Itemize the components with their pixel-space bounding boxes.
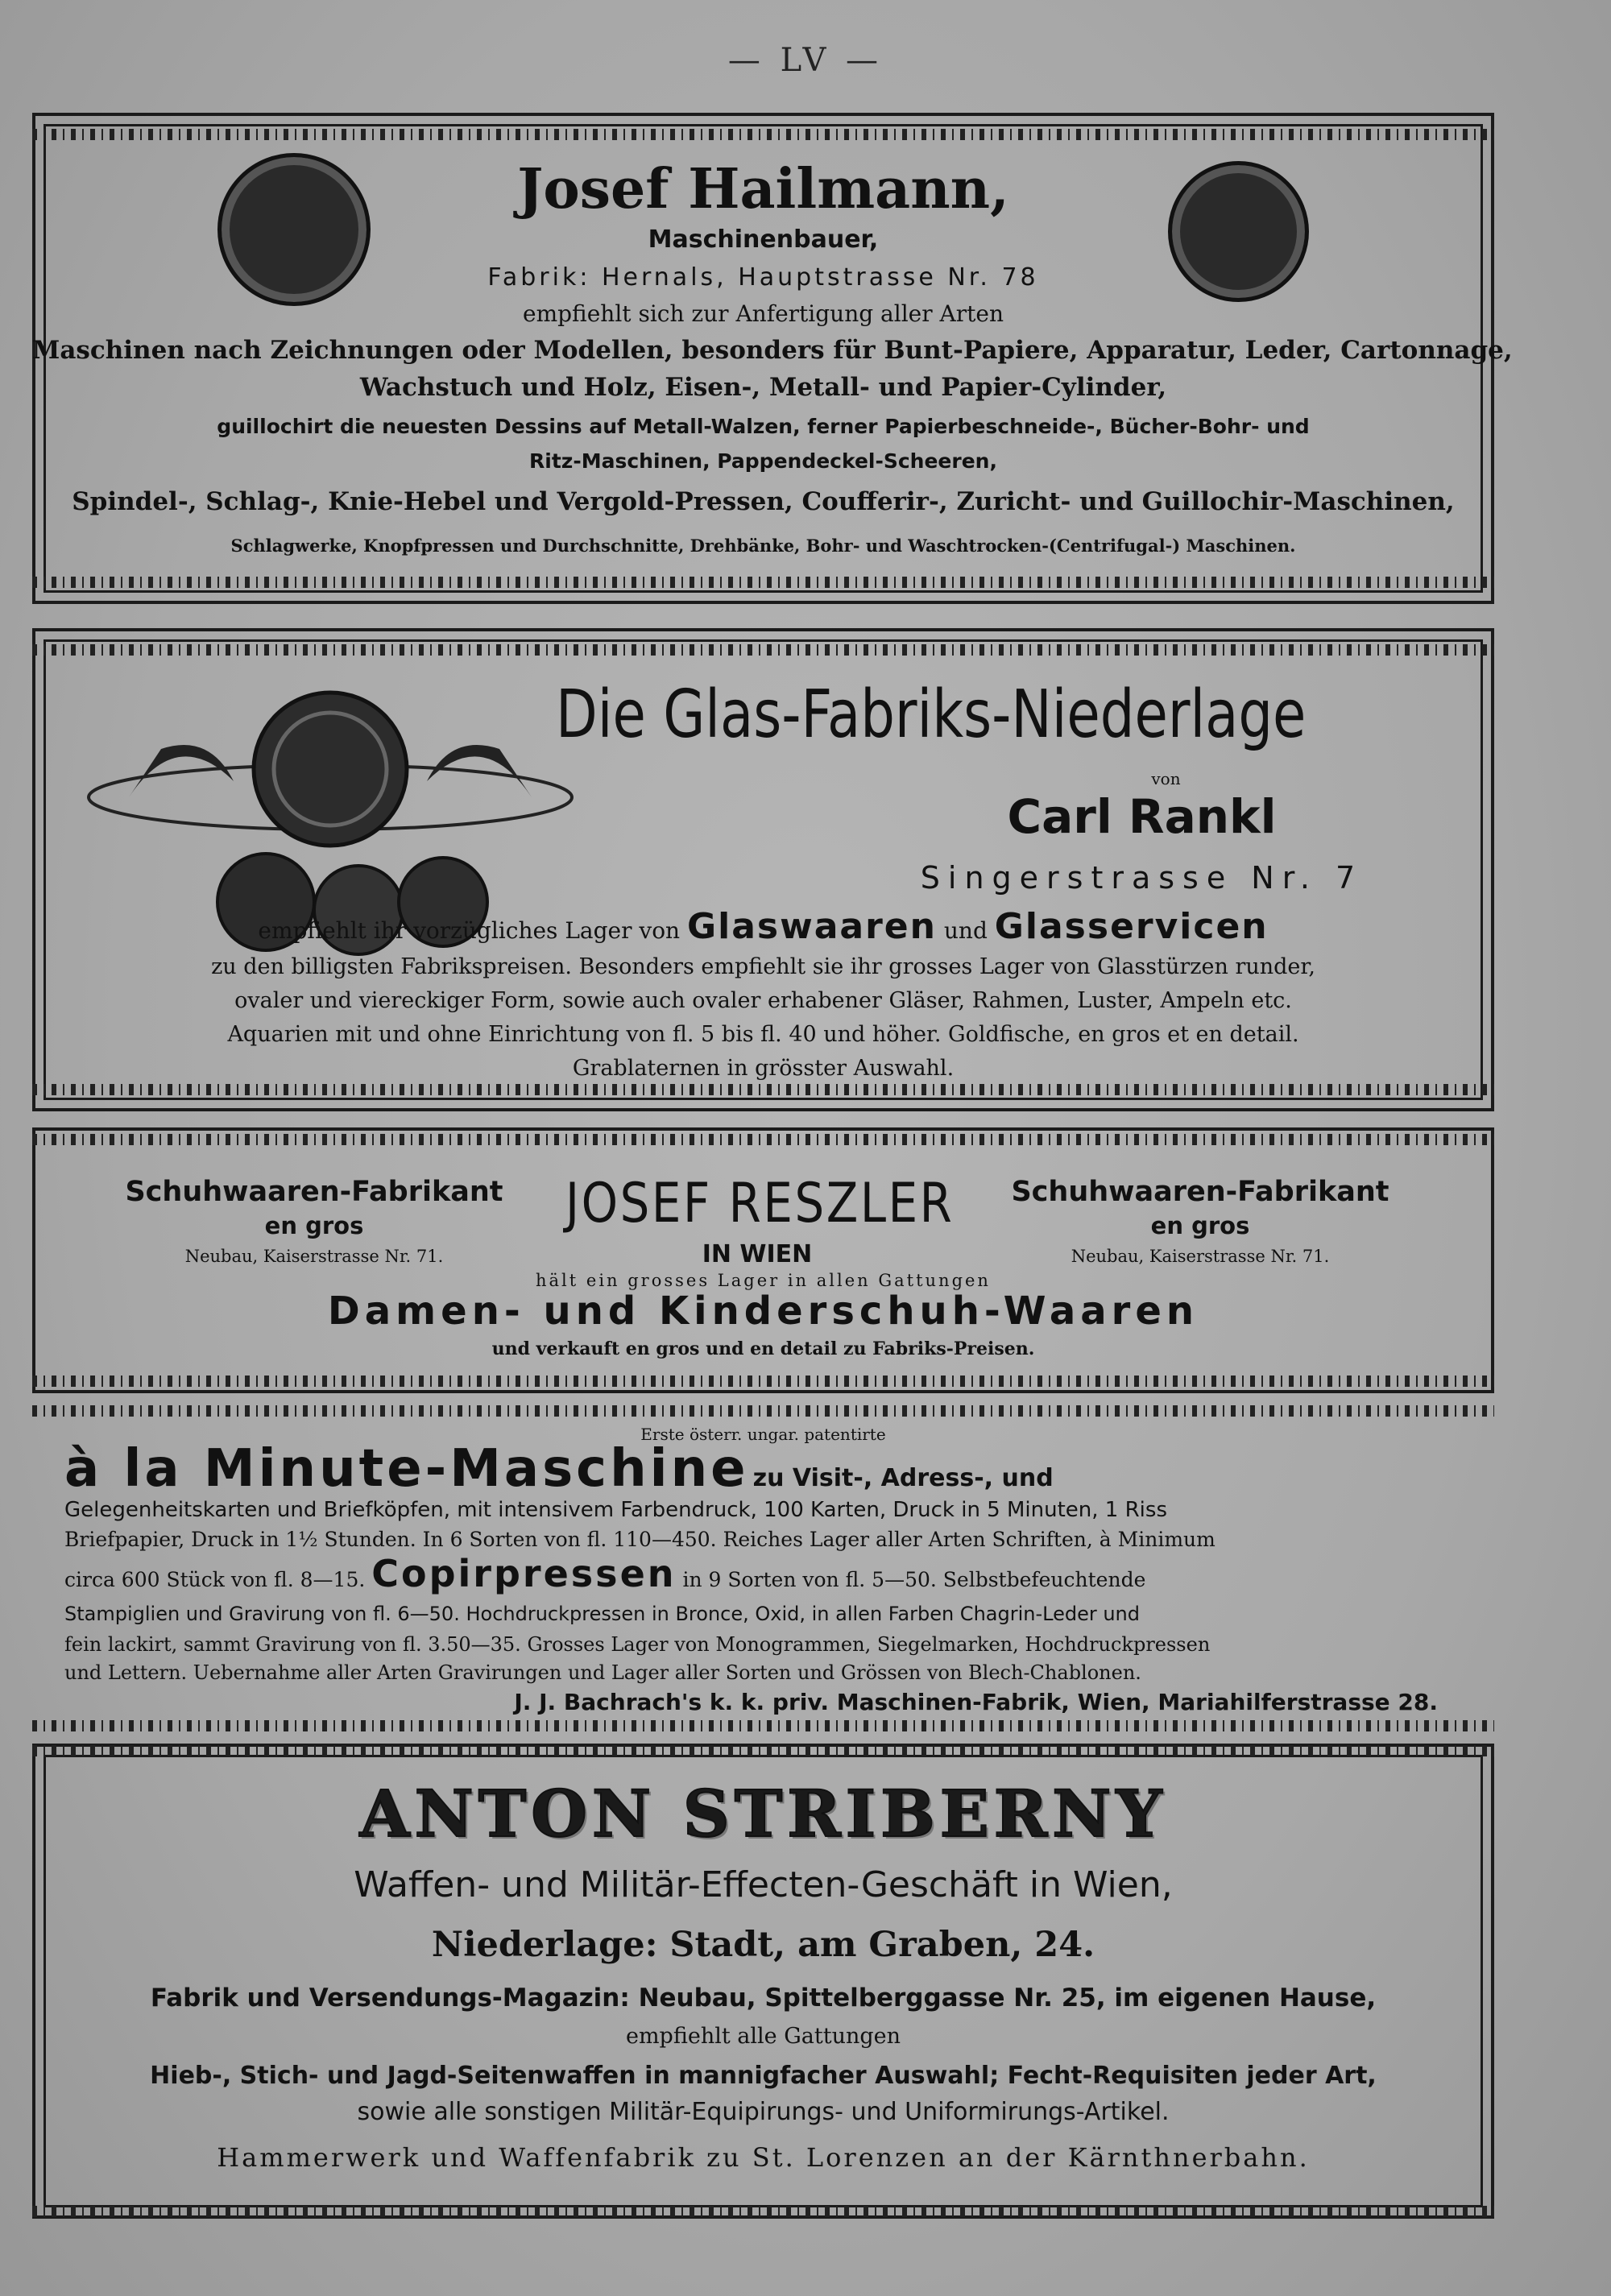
- ad-bachrach: [32, 1405, 1494, 1731]
- ad-text-line: ovaler und viereckiger Form, sowie auch ovaler erhabener Gläser, Rahmen, Luster, Ampeln etc.: [234, 988, 1292, 1013]
- ad-text-line: zu den billigsten Fabrikspreisen. Besonders empfiehlt sie ihr grosses Lager von Glasstürzen runder,: [211, 954, 1315, 979]
- ad-name: JOSEF RESZLER: [565, 1172, 955, 1235]
- ad-text: circa 600 Stück von fl. 8—15.: [64, 1568, 366, 1591]
- ad-text-line: und verkauft en gros und en detail zu Fabriks-Preisen.: [491, 1338, 1035, 1359]
- ad-text-line: Hammerwerk und Waffenfabrik zu St. Lorenzen an der Kärnthnerbahn.: [217, 2142, 1310, 2173]
- left-address: Neubau, Kaiserstrasse Nr. 71.: [184, 1247, 444, 1266]
- ornamental-rule: [32, 129, 1494, 140]
- ad-emphasis: Glasservicen: [994, 906, 1269, 947]
- ornamental-rule: [32, 1745, 1494, 1756]
- ad-headline: Damen- und Kinderschuh-Waaren: [327, 1289, 1199, 1334]
- ad-footer: J. J. Bachrach's k. k. priv. Maschinen-Fabrik, Wien, Mariahilferstrasse 28.: [514, 1689, 1438, 1715]
- ad-title: Josef Hailmann,: [517, 157, 1009, 221]
- ad-name: Carl Rankl: [1007, 789, 1277, 844]
- ad-text-line: Spindel-, Schlag-, Knie-Hebel und Vergold-Pressen, Coufferir-, Zuricht- und Guillochir-Maschinen,: [72, 487, 1455, 516]
- ad-emphasis: Copirpressen: [371, 1552, 677, 1595]
- ad-address: Fabrik: Hernals, Hauptstrasse Nr. 78: [487, 263, 1039, 292]
- ad-text-line: Gelegenheitskarten und Briefköpfen, mit intensivem Farbendruck, 100 Karten, Druck in 5 Minuten, 1 Riss: [64, 1498, 1167, 1522]
- ornamental-rule: [32, 1134, 1494, 1145]
- ad-subtitle: Maschinenbauer,: [648, 225, 879, 254]
- ad-text-line: Fabrik und Versendungs-Magazin: Neubau, Spittelberggasse Nr. 25, im eigenen Hause,: [150, 1984, 1377, 2013]
- ad-text-line: Niederlage: Stadt, am Graben, 24.: [431, 1925, 1095, 1965]
- ad-address: Singerstrasse Nr. 7: [920, 860, 1364, 896]
- right-sub: en gros: [1150, 1212, 1250, 1239]
- ad-rankl: [32, 628, 1494, 1111]
- ad-text: empfiehlt ihr vorzügliches Lager von: [258, 917, 681, 944]
- ad-text: in 9 Sorten von fl. 5—50. Selbstbefeuchtende: [682, 1568, 1146, 1591]
- ad-subtitle: Waffen- und Militär-Effecten-Geschäft in Wien,: [354, 1864, 1173, 1905]
- ad-text-line: Stampiglien und Gravirung von fl. 6—50. Hochdruckpressen in Bronce, Oxid, in allen Farben Chagrin-Leder und: [64, 1603, 1140, 1625]
- ad-title-tail: zu Visit-, Adress-, und: [752, 1464, 1054, 1492]
- ad-striberny: [32, 1744, 1494, 2219]
- ad-von: von: [1151, 769, 1181, 788]
- right-title: Schuhwaaren-Fabrikant: [1011, 1176, 1389, 1208]
- ornamental-rule: [32, 1376, 1494, 1387]
- ad-text-line: empfiehlt alle Gattungen: [625, 2024, 901, 2049]
- right-address: Neubau, Kaiserstrasse Nr. 71.: [1071, 1247, 1330, 1266]
- ad-header: Erste österr. ungar. patentirte: [640, 1425, 886, 1444]
- ad-text-line: empfiehlt sich zur Anfertigung aller Arten: [523, 300, 1004, 327]
- page-number: — LV —: [727, 42, 884, 79]
- ad-text: und: [943, 917, 988, 944]
- ad-text-line: hält ein grosses Lager in allen Gattungen: [536, 1271, 991, 1290]
- ad-title: à la Minute-Maschine: [64, 1439, 749, 1499]
- ad-city: IN WIEN: [702, 1240, 813, 1268]
- ad-text-line: Ritz-Maschinen, Pappendeckel-Scheeren,: [529, 449, 997, 473]
- ad-title: Die Glas-Fabriks-Niederlage: [556, 676, 1307, 753]
- ad-text-line: Briefpapier, Druck in 1½ Stunden. In 6 Sorten von fl. 110—450. Reiches Lager aller Arten Schriften, à Minimum: [64, 1528, 1215, 1551]
- ad-emphasis: Glaswaaren: [687, 906, 937, 947]
- ad-text-line: Hieb-, Stich- und Jagd-Seitenwaffen in mannigfacher Auswahl; Fecht-Requisiten jeder Art,: [150, 2062, 1377, 2090]
- ad-text-line: und Lettern. Uebernahme aller Arten Gravirungen und Lager aller Sorten und Grössen von Blech-Chablonen.: [64, 1661, 1141, 1684]
- ornamental-rule: [32, 1084, 1494, 1095]
- ad-text-line: Aquarien mit und ohne Einrichtung von fl. 5 bis fl. 40 und höher. Goldfische, en gros et en detail.: [227, 1022, 1299, 1047]
- ad-text-line: Grablaternen in grösster Auswahl.: [572, 1056, 955, 1081]
- ad-text-line: Maschinen nach Zeichnungen oder Modellen, besonders für Bunt-Papiere, Apparatur, Leder, Cartonnage,: [32, 336, 1513, 365]
- ad-text-line: fein lackirt, sammt Gravirung von fl. 3.50—35. Grosses Lager von Monogrammen, Siegelmarken, Hochdruckpressen: [64, 1633, 1211, 1656]
- ornamental-rule: [32, 577, 1494, 588]
- ad-title-line: [64, 1439, 1526, 1499]
- ad-text-line: [32, 906, 1494, 947]
- ad-text-line: Schlagwerke, Knopfpressen und Durchschnitte, Drehbänke, Bohr- und Waschtrocken-(Centrifugal-) Maschinen.: [230, 536, 1296, 556]
- ornamental-rule: [32, 1405, 1494, 1417]
- ornamental-rule: [32, 644, 1494, 656]
- ad-hailmann: [32, 113, 1513, 604]
- ornamental-rule: [32, 2206, 1494, 2217]
- ad-text-line: Wachstuch und Holz, Eisen-, Metall- und Papier-Cylinder,: [359, 373, 1167, 402]
- ad-text-line: sowie alle sonstigen Militär-Equipirungs- und Uniformirungs-Artikel.: [357, 2098, 1170, 2126]
- left-sub: en gros: [264, 1212, 364, 1239]
- left-title: Schuhwaaren-Fabrikant: [125, 1176, 503, 1208]
- ad-text-line: guillochirt die neuesten Dessins auf Metall-Walzen, ferner Papierbeschneide-, Bücher-Bohr- und: [217, 415, 1310, 438]
- ornamental-rule: [32, 1720, 1494, 1731]
- ad-text-line: [64, 1552, 1526, 1595]
- ad-title: ANTON STRIBERNY: [359, 1776, 1167, 1851]
- ad-reszler: [32, 1127, 1494, 1393]
